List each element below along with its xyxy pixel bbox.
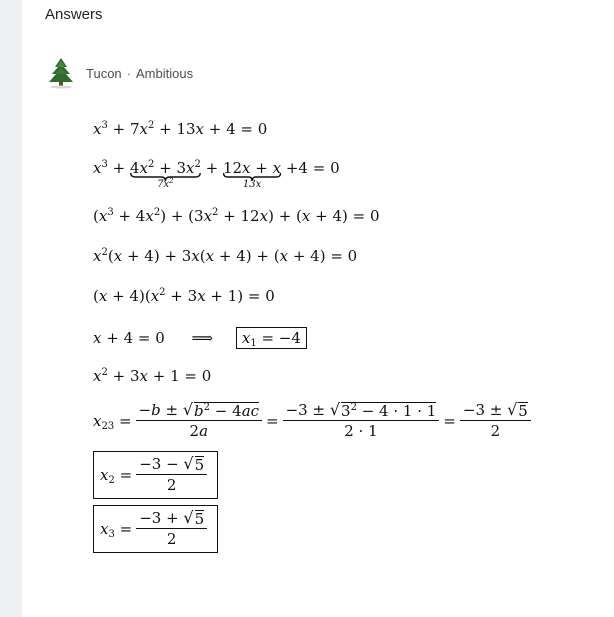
answers-heading: Answers <box>45 6 103 23</box>
equation-line-4: $x^2(x + 4) + 3x(x + 4) + (x + 4) = 0$ <box>93 247 358 265</box>
left-sidebar <box>0 0 22 617</box>
separator-dot: · <box>126 65 131 81</box>
answer-panel <box>22 0 614 617</box>
underbrace-13x: 12x + x 13x <box>222 159 282 190</box>
equation-line-6: x + 4 = 0 ⟹ $x_1 = -4$ <box>93 327 307 349</box>
answer-author[interactable] <box>44 57 193 89</box>
author-rank: Ambitious <box>136 65 194 81</box>
equation-line-7: $x^2 + 3x + 1 = 0$ <box>93 367 212 385</box>
equation-line-2: $x^3 + 4x^2 + 3x^2$ $7x^2$ + 12x + x 13x +4 = 0 <box>93 159 340 190</box>
brace-label-2: 13x <box>242 179 262 190</box>
fraction-general: −b ± √ $b^2 - 4ac$ 2a <box>136 401 262 441</box>
fraction-simplified: −3 ± √ 5 2 <box>460 401 531 441</box>
fraction-substituted: −3 ± √ $3^2 - 4 \cdot 1 \cdot 1$ 2 · 1 <box>283 401 440 441</box>
equation-line-3: $(x^3 + 4x^2) + (3x^2 + 12x) + (x + 4) = 0$ <box>93 207 380 225</box>
implies-arrow: ⟹ <box>191 329 214 347</box>
equation-line-8: $x_{23}$ = −b ± √ $b^2 - 4ac$ 2a = −3 ± √ $3^2 - 4 \cdot 1 \cdot 1$ 2 · 1 = −3 ± √ 5 2 <box>93 401 535 441</box>
brace-label-1: $7x^2$ <box>157 177 174 190</box>
pine-tree-icon[interactable] <box>44 57 78 89</box>
boxed-result-x1: $x_1 = -4$ <box>236 327 307 349</box>
boxed-result-x3: $x_3$ = −3 + √ 5 2 <box>93 505 218 553</box>
author-name[interactable]: Tucon <box>86 65 122 81</box>
underbrace-7x2: $4x^2 + 3x^2$ $7x^2$ <box>129 159 201 190</box>
boxed-result-x2: $x_2$ = −3 − √ 5 2 <box>93 451 218 499</box>
equation-line-5: $(x + 4)(x^2 + 3x + 1) = 0$ <box>93 287 275 305</box>
equation-line-1: $x^3 + 7x^2 + 13x + 4 = 0$ <box>93 120 268 138</box>
